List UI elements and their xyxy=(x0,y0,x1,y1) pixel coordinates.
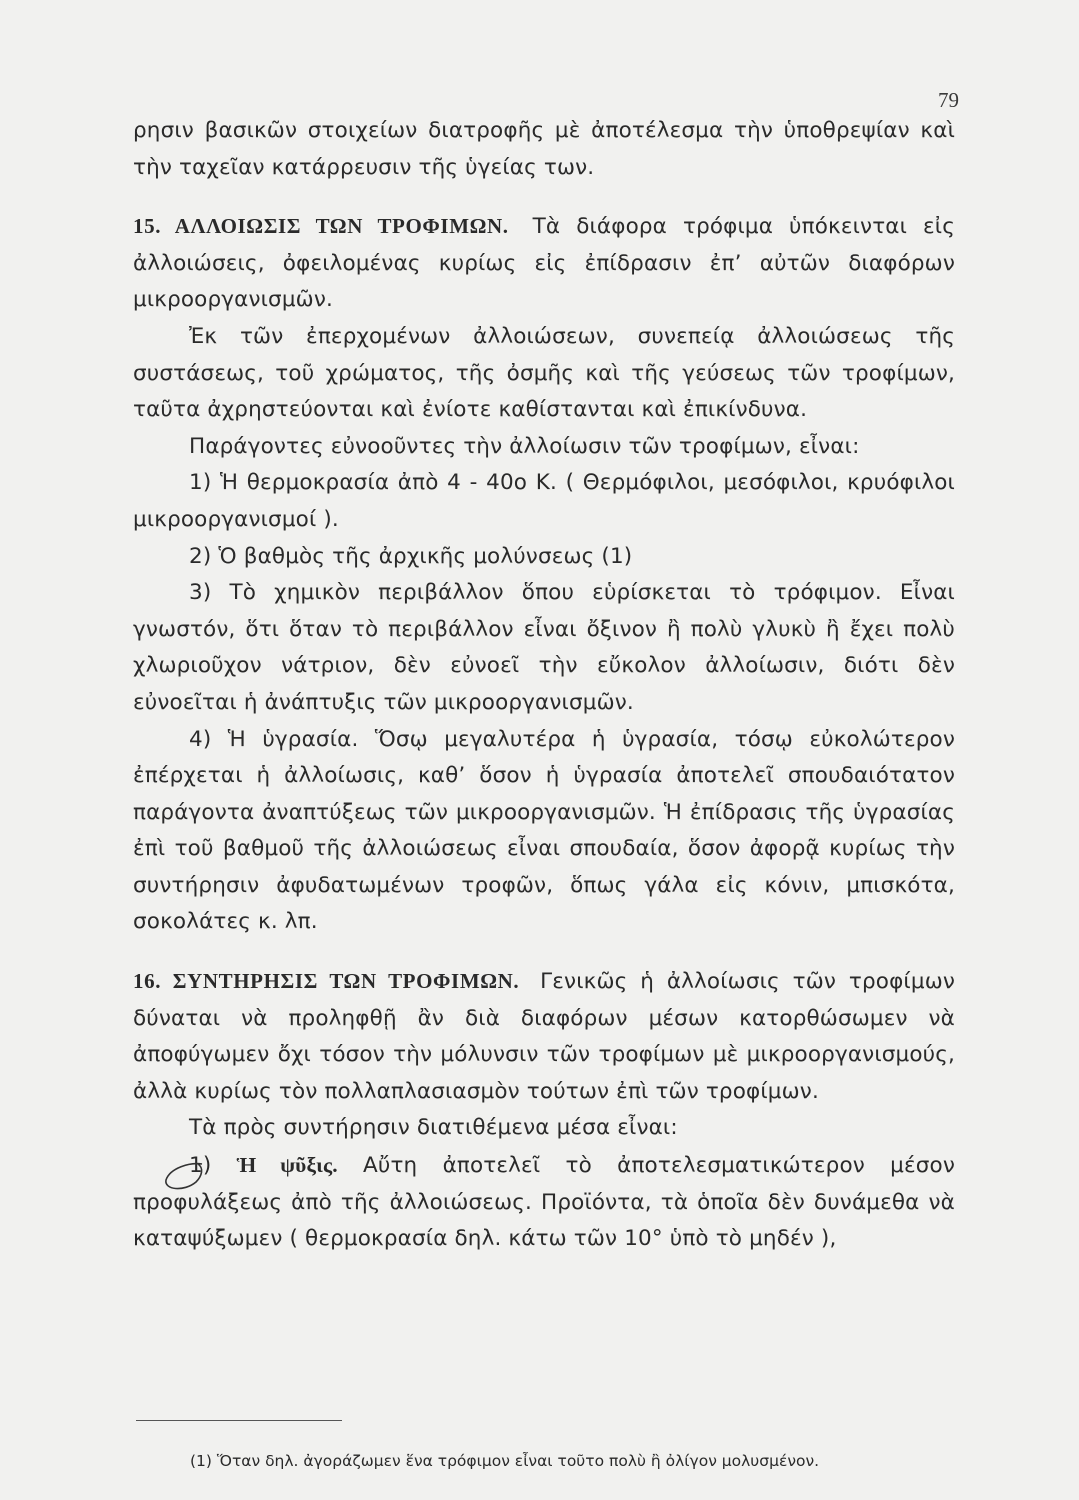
footnote-text: Ὅταν δηλ. ἀγοράζωμεν ἕνα τρόφιμον εἶναι τοῦτο πολὺ ἢ ὀλίγον μολυσμένον. xyxy=(216,1452,820,1470)
section-16-text: Γενικῶς ἡ ἀλλοίωσις τῶν τροφίμων δύναται νὰ προληφθῇ ἂν διὰ διαφόρων μέσων κατορθώσωμεν νὰ ἀποφύγωμεν ὄχι τόσον τὴν μόλυνσιν τῶν τροφίμων μὲ μικροοργανισμούς, ἀλλὰ κυρίως τὸν πολλαπλασιασμὸν τούτων ἐπὶ τῶν τροφίμων. xyxy=(133,969,956,1104)
page-number: 79 xyxy=(938,88,959,112)
footnote xyxy=(133,1448,955,1475)
factor-temperature: 1) Ἡ θερμοκρασία ἀπὸ 4 - 40ο Κ. ( Θερμόφιλοι, μεσόφιλοι, κρυόφιλοι μικροοργανισμοί ). xyxy=(133,470,955,532)
item-cooling-number: 1) xyxy=(189,1153,212,1179)
body-text xyxy=(133,113,955,1258)
item-cooling xyxy=(133,1147,955,1258)
footnote-divider xyxy=(136,1420,342,1421)
factor-contamination: 2) Ὁ βαθμὸς τῆς ἀρχικῆς μολύνσεως (1) xyxy=(189,543,633,569)
section-16-heading: 16. ΣΥΝΤΗΡΗΣΙΣ ΤΩΝ ΤΡΟΦΙΜΩΝ. xyxy=(133,969,520,994)
footnote-mark: (1) xyxy=(190,1452,212,1470)
section-15-heading: 15. ΑΛΛΟΙΩΣΙΣ ΤΩΝ ΤΡΟΦΙΜΩΝ. xyxy=(133,214,509,239)
handwritten-circle-mark xyxy=(162,1160,208,1194)
item-cooling-text: Αὔτη ἀποτελεῖ τὸ ἀποτελεσματικώτερον μέσον προφυλάξεως ἀπὸ τῆς ἀλλοιώσεως. Προϊόντα, τὰ ὁποῖα δὲν δυνάμεθα νὰ καταψύξωμεν ( θερμοκρασία δηλ. κάτω τῶν 10° ὑπὸ τὸ μηδέν ), xyxy=(133,1153,956,1252)
section-15-text: Τὰ διάφορα τρόφιμα ὑπόκεινται εἰς ἀλλοιώσεις, ὀφειλομένας κυρίως εἰς ἐπίδρασιν ἐπ’ αὐτῶν διαφόρων μικροοργανισμῶν. xyxy=(133,214,955,313)
section-16 xyxy=(133,963,955,1110)
factor-chemical-environment: 3) Τὸ χημικὸν περιβάλλον ὅπου εὑρίσκεται τὸ τρόφιμον. Εἶναι γνωστόν, ὅτι ὅταν τὸ περιβάλλον εἶναι ὄξινον ἢ πολὺ γλυκὺ ἢ ἔχει πολὺ χλωριοῦχον νάτριον, δὲν εὐνοεῖ τὴν εὔκολον ἀλλοίωσιν, διότι δὲν εὐνοεῖται ἡ ἀνάπτυξις τῶν μικροοργανισμῶν. xyxy=(133,580,955,715)
item-cooling-title: Ἡ ψῦξις. xyxy=(236,1153,338,1178)
paragraph-alterations: Ἐκ τῶν ἐπερχομένων ἀλλοιώσεων, συνεπείᾳ ἀλλοιώσεως τῆς συστάσεως, τοῦ χρώματος, τῆς ὀσμῆς καὶ τῆς γεύσεως τῶν τροφίμων, ταῦτα ἀχρηστεύονται καὶ ἐνίοτε καθίστανται καὶ ἐπικίνδυνα. xyxy=(133,323,955,423)
paragraph-continuation: ρησιν βασικῶν στοιχείων διατροφῆς μὲ ἀποτέλεσμα τὴν ὑποθρεψίαν καὶ τὴν ταχεῖαν κατάρρευσιν τῆς ὑγείας των. xyxy=(133,118,955,180)
factor-humidity: 4) Ἡ ὑγρασία. Ὅσῳ μεγαλυτέρα ἡ ὑγρασία, τόσῳ εὐκολώτερον ἐπέρχεται ἡ ἀλλοίωσις, καθ’ ὅσον ἡ ὑγρασία ἀποτελεῖ σπουδαιότατον παράγοντα ἀναπτύξεως τῶν μικροοργανισμῶν. Ἡ ἐπίδρασις τῆς ὑγρασίας ἐπὶ τοῦ βαθμοῦ τῆς ἀλλοιώσεως εἶναι σπουδαία, ὅσον ἀφορᾷ κυρίως τὴν συντήρησιν ἀφυδατωμένων τροφῶν, ὅπως γάλα εἰς κόνιν, μπισκότα, σοκολάτες κ. λπ. xyxy=(133,726,955,935)
section-15 xyxy=(133,208,955,319)
paragraph-means-intro: Τὰ πρὸς συντήρησιν διατιθέμενα μέσα εἶναι: xyxy=(189,1115,678,1141)
paragraph-factors-intro: Παράγοντες εὐνοοῦντες τὴν ἀλλοίωσιν τῶν τροφίμων, εἶναι: xyxy=(189,433,860,459)
